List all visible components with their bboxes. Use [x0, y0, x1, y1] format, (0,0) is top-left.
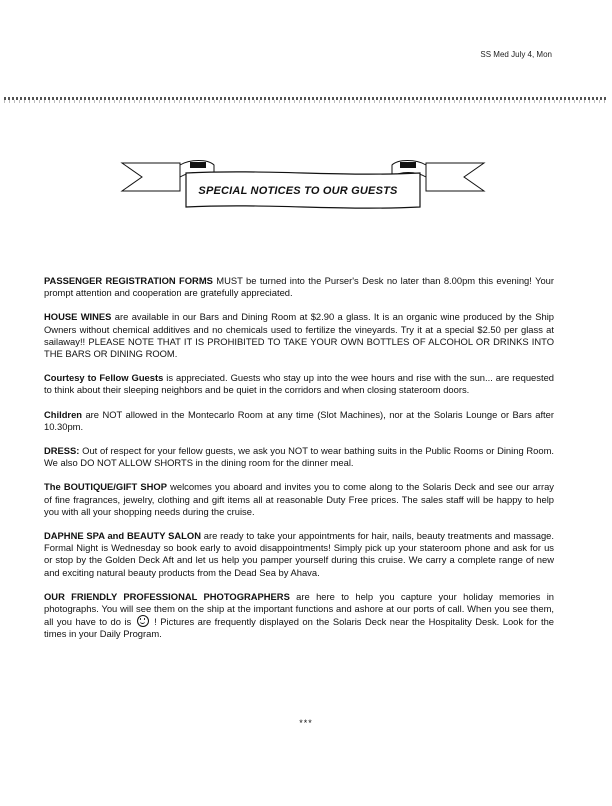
- notice-heading: HOUSE WINES: [44, 311, 112, 323]
- notice-house-wines: [44, 311, 554, 360]
- notice-boutique: [44, 481, 554, 518]
- notice-text: are here to help you capture your holiday memories in photographs. You will see them on the ship at the important functions and ashore at our ports of call. When you see them, all you have to do is: [44, 590, 554, 628]
- end-mark: ***: [299, 718, 313, 728]
- notice-heading: Children: [44, 408, 83, 420]
- notice-text: are NOT allowed in the Montecarlo Room at any time (Slot Machines), nor at the Solaris Lounge or Bars after 10.30pm.: [44, 408, 554, 432]
- notice-text: are available in our Bars and Dining Room at $2.90 a glass. It is an organic wine produced by the Ship Owners without chemical additives and no chemicals used to fertilize the vineyards. Try it at a special $2.50 per glass at sailaway!! PLEASE NOTE THAT IT IS PROHIBITED TO TAKE YOUR OWN BOTTLES OF ALCOHOL OR DRINKS INTO THE BARS OR DINING ROOM.: [44, 311, 554, 360]
- notice-heading: DAPHNE SPA and BEAUTY SALON: [44, 530, 201, 542]
- notice-heading: The BOUTIQUE/GIFT SHOP: [44, 481, 167, 493]
- notices-body: [44, 275, 554, 653]
- dotted-rule-shadow: [4, 100, 608, 103]
- notice-courtesy: [44, 372, 554, 396]
- notice-text: is appreciated. Guests who stay up into the wee hours and rise with the sun... are requested to think about their sleeping neighbors and be quiet in the corridors and when closing stateroom doors.: [44, 372, 554, 396]
- notice-text: ! Pictures are frequently displayed on the Solaris Deck near the Hospitality Desk. Look for the times in your Daily Program.: [44, 616, 554, 640]
- notice-text: are ready to take your appointments for hair, nails, beauty treatments and massage. Formal Night is Wednesday so book early to avoid disappointments! Simply pick up your stateroom phone and ask for us or stop by the Golden Deck Aft and let us help you pamper yourself during this cruise. We carry a complete range of new and exciting natural beauty products from the Dead Sea by Ahava.: [44, 530, 554, 578]
- notice-registration: [44, 275, 554, 299]
- notice-heading: PASSENGER REGISTRATION FORMS: [44, 275, 213, 286]
- banner-title: SPECIAL NOTICES TO OUR GUESTS: [198, 185, 398, 197]
- notice-heading: DRESS:: [44, 445, 80, 457]
- notice-spa: [44, 530, 554, 579]
- notice-photographers: [44, 591, 554, 641]
- notice-text: welcomes you aboard and invites you to come along to the Solaris Deck and see our array of fine fragrances, jewelry, clothing and gift items all at reasonable Duty Free prices. The sales staff will be happy to help you with all your shopping needs during the cruise.: [44, 481, 554, 517]
- notice-heading: Courtesy to Fellow Guests: [44, 372, 164, 384]
- smiley-icon: [137, 615, 149, 627]
- header-reference: SS Med July 4, Mon: [480, 50, 552, 59]
- notice-heading: OUR FRIENDLY PROFESSIONAL PHOTOGRAPHERS: [44, 590, 290, 602]
- notice-children: [44, 409, 554, 433]
- notice-dress: [44, 445, 554, 469]
- notice-text: Out of respect for your fellow guests, we ask you NOT to wear bathing suits in the Public Rooms or Dining Room. We also DO NOT ALLOW SHORTS in the dining room for the dinner meal.: [44, 445, 554, 469]
- notice-text: MUST be turned into the Purser's Desk no later than 8.00pm this evening! Your prompt attention and cooperation are gratefully appreciated.: [44, 275, 555, 299]
